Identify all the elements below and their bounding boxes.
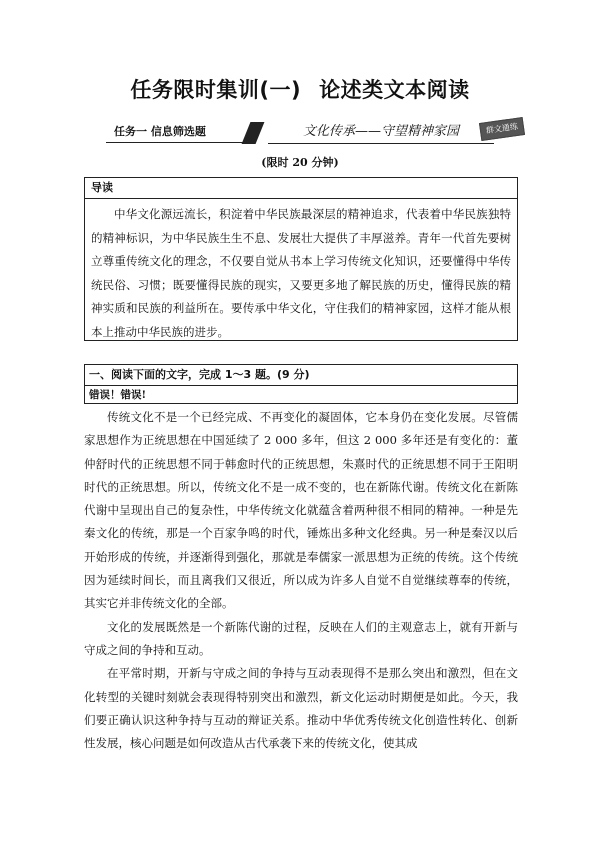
intro-text: 中华文化源远流长，积淀着中华民族最深层的精神追求，代表着中华民族独特的精神标识，为中华民族生生不息、发展壮大提供了丰厚滋养。青年一代首先要树立尊重传统文化的理念，不仅要自觉从书本上学习传统文化知识，还要懂得中华传统民俗、习惯；既要懂得民族的现实，又要更多地了解民族的历史，懂得民族的精神实质和民族的利益所在。要传承中华文化，守住我们的精神家园，这样才能从根本上推动中华民族的进步。 — [91, 207, 511, 339]
task-label: 任务一 信息筛选题 — [106, 121, 254, 143]
task-topic: 文化传承——守望精神家园 — [268, 121, 494, 144]
question-box — [84, 364, 518, 404]
article-paragraph: 传统文化不是一个已经完成、不再变化的凝固体，它本身仍在变化发展。尽管儒家思想作为正统思想在中国延续了 2 000 多年，但这 2 000 多年还是有变化的：董仲舒时代的正统思想不同于韩愈时代的正统思想，朱熹时代的正统思想不同于王阳明时代的正统思想。所以，传统文化不是一成不变的，也在新陈代谢。传统文化在新陈代谢中呈现出自己的复杂性，中华传统文化就蕴含着两种很不相同的精神。一种是先秦文化的传统，那是一个百家争鸣的时代，锤炼出多种文化经典。另一种是秦汉以后开始形成的传统，并逐渐得到强化，那就是奉儒家一派思想为正统的传统。这个传统因为延续时间长，而且离我们又很近，所以成为许多人自觉不自觉继续尊奉的传统，其实它并非传统文化的全部。 — [84, 410, 518, 611]
title-main: 任务限时集训(一) — [130, 78, 302, 102]
error-text: 错误！错误! — [89, 389, 147, 401]
time-limit: (限时 20 分钟) — [261, 156, 339, 169]
task-banner — [106, 121, 494, 145]
group-reading-stamp: 群文通练 — [479, 117, 525, 141]
intro-heading: 导读 — [85, 178, 517, 199]
article-paragraph: 文化的发展既然是一个新陈代谢的过程，反映在人们的主观意志上，就有开新与守成之间的争持和互动。 — [84, 619, 518, 657]
page-title — [0, 74, 600, 104]
article-body — [84, 406, 518, 755]
article-paragraph: 在平常时期，开新与守成之间的争持与互动表现得不是那么突出和激烈，但在文化转型的关键时刻就会表现得特别突出和激烈，新文化运动时期便是如此。今天，我们要正确认识这种争持与互动的辩证关系。推动中华优秀传统文化创造性转化、创新性发展，核心问题是如何改造从古代承袭下来的传统文化，使其成 — [84, 666, 518, 751]
question-heading: 一、阅读下面的文字，完成 1～3 题。(9 分) — [85, 365, 517, 386]
title-sub: 论述类文本阅读 — [319, 77, 470, 102]
intro-box — [84, 177, 518, 341]
